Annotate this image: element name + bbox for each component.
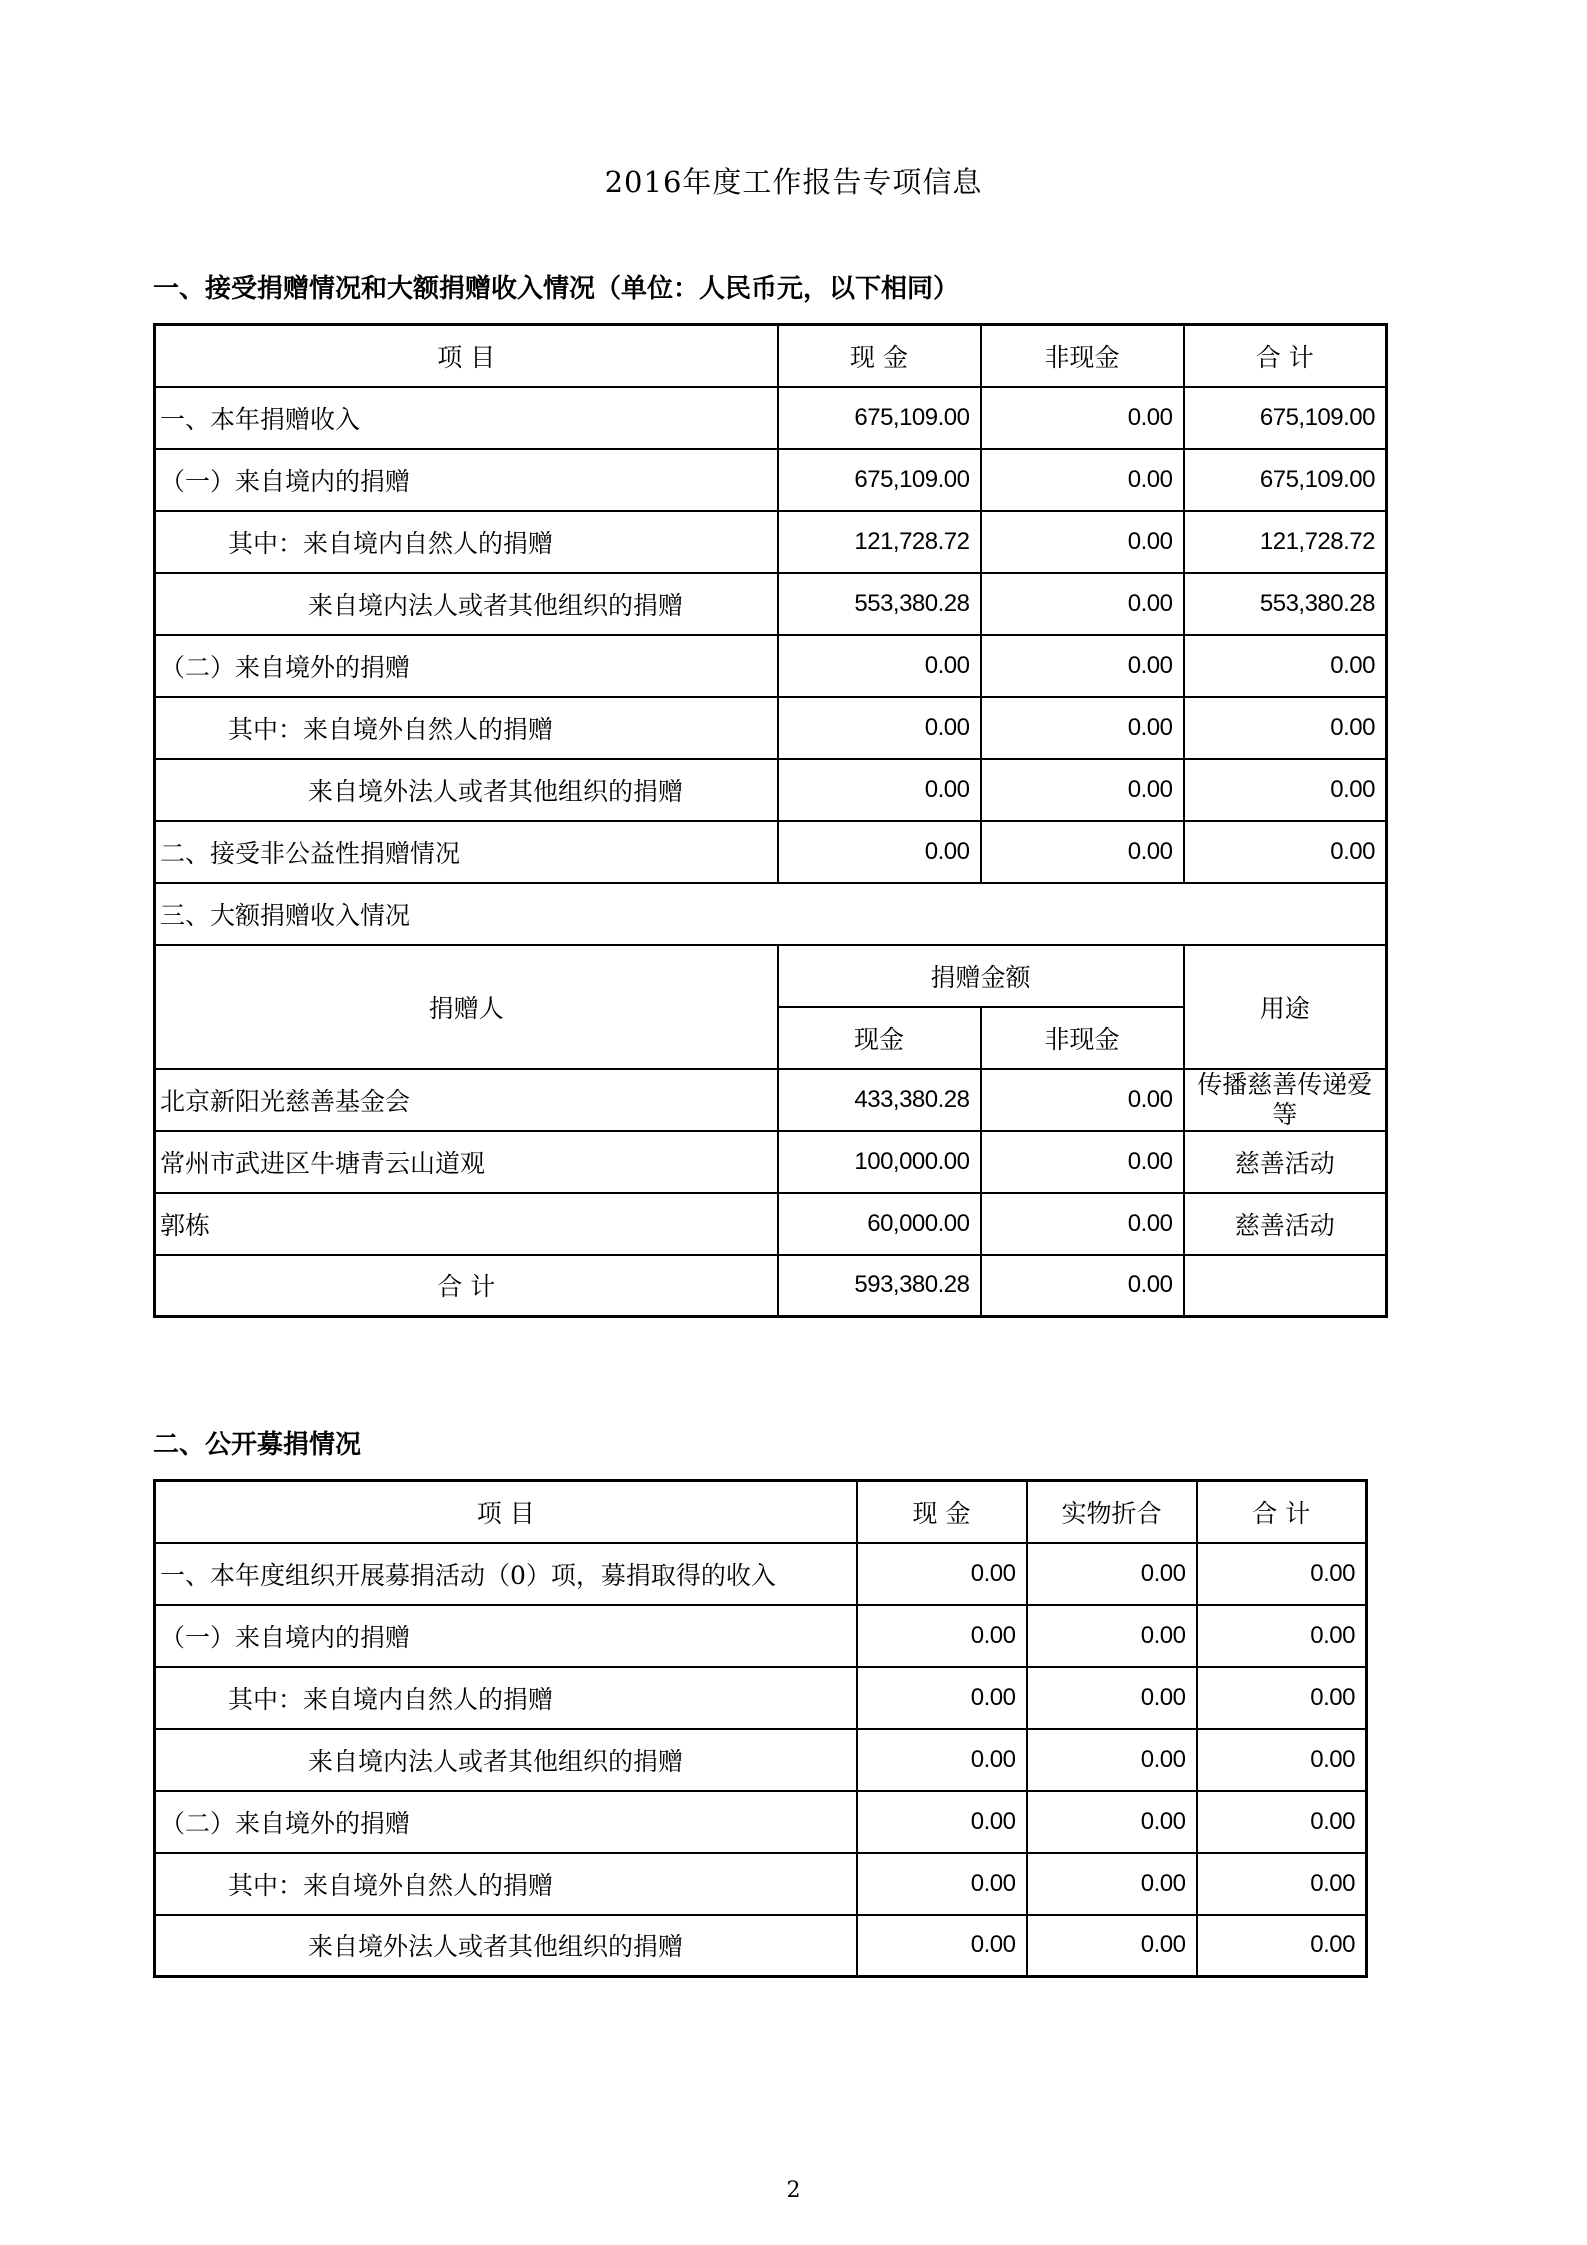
table-row: [155, 387, 1387, 449]
total-value: 0.00: [1197, 1605, 1367, 1667]
row-label: 二、接受非公益性捐赠情况: [155, 821, 778, 883]
row-label: 来自境内法人或者其他组织的捐赠: [155, 573, 778, 635]
public-fundraising-table: [153, 1479, 1368, 1978]
section1-heading: 一、接受捐赠情况和大额捐赠收入情况（单位：人民币元，以下相同）: [153, 274, 960, 304]
total-value: 0.00: [1197, 1667, 1367, 1729]
cash-value: 0.00: [857, 1915, 1027, 1977]
donation-table: [153, 323, 1388, 1318]
col-header-item: 项 目: [155, 325, 778, 387]
table-header-row: [155, 325, 1387, 387]
row-label: 一、本年度组织开展募捐活动（0）项，募捐取得的收入: [155, 1543, 857, 1605]
noncash-value: 0.00: [981, 449, 1184, 511]
col-header-total: 合 计: [1184, 325, 1387, 387]
large-donation-header-row: [155, 945, 1387, 1007]
cash-value: 553,380.28: [778, 573, 981, 635]
cash-value: 675,109.00: [778, 387, 981, 449]
donor-header: 捐赠人: [155, 945, 778, 1069]
row-label: （一）来自境内的捐赠: [155, 449, 778, 511]
cash-value: 0.00: [857, 1605, 1027, 1667]
inkind-value: 0.00: [1027, 1605, 1197, 1667]
table-header-row: [155, 1481, 1367, 1543]
noncash-value: 0.00: [981, 387, 1184, 449]
cash-value: 0.00: [778, 697, 981, 759]
row-label: 一、本年捐赠收入: [155, 387, 778, 449]
donor-name: 常州市武进区牛塘青云山道观: [155, 1131, 778, 1193]
cash-subheader: 现金: [778, 1007, 981, 1069]
donor-cash: 433,380.28: [778, 1069, 981, 1131]
total-noncash: 0.00: [981, 1255, 1184, 1317]
total-value: 121,728.72: [1184, 511, 1387, 573]
row-label: 其中：来自境内自然人的捐赠: [155, 511, 778, 573]
total-value: 675,109.00: [1184, 387, 1387, 449]
col-header-inkind: 实物折合: [1027, 1481, 1197, 1543]
total-label: 合 计: [155, 1255, 778, 1317]
total-value: 0.00: [1197, 1853, 1367, 1915]
cash-value: 0.00: [857, 1729, 1027, 1791]
donor-noncash: 0.00: [981, 1131, 1184, 1193]
cash-value: 0.00: [857, 1543, 1027, 1605]
col-header-noncash: 非现金: [981, 325, 1184, 387]
noncash-value: 0.00: [981, 759, 1184, 821]
cash-value: 0.00: [857, 1791, 1027, 1853]
donor-purpose: 慈善活动: [1184, 1193, 1387, 1255]
donor-name: 郭栋: [155, 1193, 778, 1255]
cash-value: 675,109.00: [778, 449, 981, 511]
inkind-value: 0.00: [1027, 1915, 1197, 1977]
table-row: [155, 1853, 1367, 1915]
cash-value: 0.00: [778, 759, 981, 821]
donor-row: [155, 1069, 1387, 1131]
table-row: [155, 1605, 1367, 1667]
noncash-value: 0.00: [981, 635, 1184, 697]
table-row: [155, 1543, 1367, 1605]
table-row: [155, 511, 1387, 573]
row-label: 其中：来自境内自然人的捐赠: [155, 1667, 857, 1729]
donor-row: [155, 1193, 1387, 1255]
col-header-total: 合 计: [1197, 1481, 1367, 1543]
row-label: （一）来自境内的捐赠: [155, 1605, 857, 1667]
total-value: 0.00: [1184, 821, 1387, 883]
noncash-subheader: 非现金: [981, 1007, 1184, 1069]
row-label: 来自境内法人或者其他组织的捐赠: [155, 1729, 857, 1791]
cash-value: 0.00: [778, 635, 981, 697]
table-row: [155, 1915, 1367, 1977]
table-row: [155, 759, 1387, 821]
total-value: 553,380.28: [1184, 573, 1387, 635]
page-title: 2016年度工作报告专项信息: [604, 165, 983, 199]
inkind-value: 0.00: [1027, 1853, 1197, 1915]
row-label: 其中：来自境外自然人的捐赠: [155, 1853, 857, 1915]
total-value: 0.00: [1197, 1729, 1367, 1791]
col-header-cash: 现 金: [857, 1481, 1027, 1543]
section2-heading: 二、公开募捐情况: [153, 1430, 362, 1460]
row-label: 来自境外法人或者其他组织的捐赠: [155, 1915, 857, 1977]
inkind-value: 0.00: [1027, 1729, 1197, 1791]
table-row: [155, 697, 1387, 759]
table-row: [155, 449, 1387, 511]
noncash-value: 0.00: [981, 573, 1184, 635]
table-row: [155, 821, 1387, 883]
noncash-value: 0.00: [981, 821, 1184, 883]
total-purpose: [1184, 1255, 1387, 1317]
amount-header: 捐赠金额: [778, 945, 1184, 1007]
col-header-cash: 现 金: [778, 325, 981, 387]
total-value: 0.00: [1184, 635, 1387, 697]
purpose-header: 用途: [1184, 945, 1387, 1069]
page-number: 2: [786, 2178, 801, 2203]
donor-cash: 100,000.00: [778, 1131, 981, 1193]
table-row: [155, 573, 1387, 635]
table-row: [155, 1791, 1367, 1853]
donor-name: 北京新阳光慈善基金会: [155, 1069, 778, 1131]
cash-value: 121,728.72: [778, 511, 981, 573]
large-donation-heading: 三、大额捐赠收入情况: [155, 883, 1387, 945]
large-donation-total-row: [155, 1255, 1387, 1317]
donor-purpose: 传播慈善传递爱等: [1184, 1069, 1387, 1131]
row-label: （二）来自境外的捐赠: [155, 1791, 857, 1853]
total-value: 0.00: [1197, 1791, 1367, 1853]
donor-row: [155, 1131, 1387, 1193]
donor-noncash: 0.00: [981, 1193, 1184, 1255]
donor-noncash: 0.00: [981, 1069, 1184, 1131]
total-cash: 593,380.28: [778, 1255, 981, 1317]
cash-value: 0.00: [857, 1667, 1027, 1729]
total-value: 0.00: [1197, 1915, 1367, 1977]
large-donation-heading-row: [155, 883, 1387, 945]
table-row: [155, 635, 1387, 697]
cash-value: 0.00: [857, 1853, 1027, 1915]
col-header-item: 项 目: [155, 1481, 857, 1543]
total-value: 675,109.00: [1184, 449, 1387, 511]
noncash-value: 0.00: [981, 511, 1184, 573]
row-label: 其中：来自境外自然人的捐赠: [155, 697, 778, 759]
table-row: [155, 1729, 1367, 1791]
table-row: [155, 1667, 1367, 1729]
row-label: （二）来自境外的捐赠: [155, 635, 778, 697]
total-value: 0.00: [1184, 759, 1387, 821]
total-value: 0.00: [1184, 697, 1387, 759]
inkind-value: 0.00: [1027, 1791, 1197, 1853]
donor-purpose: 慈善活动: [1184, 1131, 1387, 1193]
total-value: 0.00: [1197, 1543, 1367, 1605]
inkind-value: 0.00: [1027, 1543, 1197, 1605]
cash-value: 0.00: [778, 821, 981, 883]
donor-cash: 60,000.00: [778, 1193, 981, 1255]
inkind-value: 0.00: [1027, 1667, 1197, 1729]
row-label: 来自境外法人或者其他组织的捐赠: [155, 759, 778, 821]
noncash-value: 0.00: [981, 697, 1184, 759]
